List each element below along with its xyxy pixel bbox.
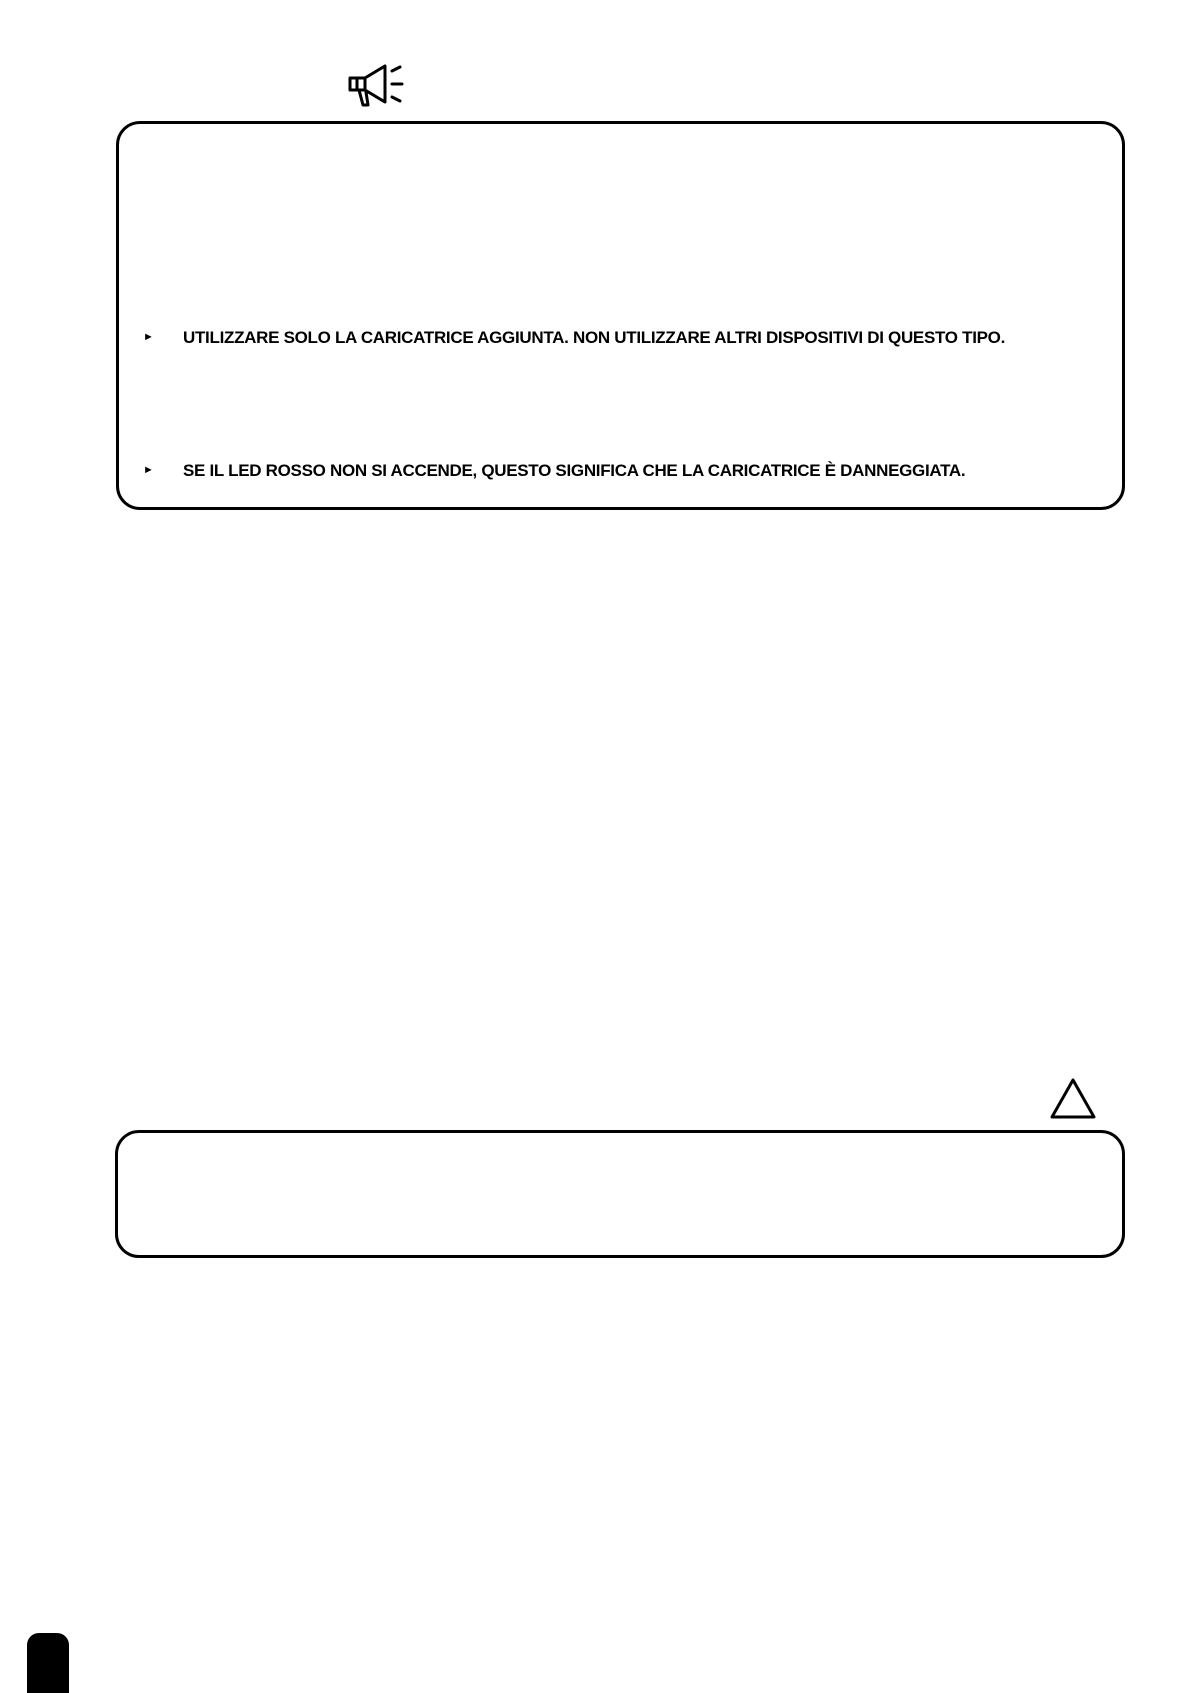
notice-item: [143, 329, 1005, 346]
megaphone-icon: [347, 62, 405, 108]
warning-triangle-icon: [1049, 1077, 1097, 1120]
notice-item-text: SE IL LED ROSSO NON SI ACCENDE, QUESTO SIGNIFICA CHE LA CARICATRICE È DANNEGGIATA.: [183, 461, 966, 480]
page-tab: [27, 1633, 69, 1693]
warning-box: [115, 1130, 1125, 1258]
notice-item: [143, 462, 965, 479]
notice-item-text: UTILIZZARE SOLO LA CARICATRICE AGGIUNTA. NON UTILIZZARE ALTRI DISPOSITIVI DI QUESTO TIPO.: [183, 328, 1006, 347]
notice-box: [116, 121, 1125, 510]
bullet-marker: ►: [143, 464, 154, 476]
bullet-marker: ►: [143, 331, 154, 343]
